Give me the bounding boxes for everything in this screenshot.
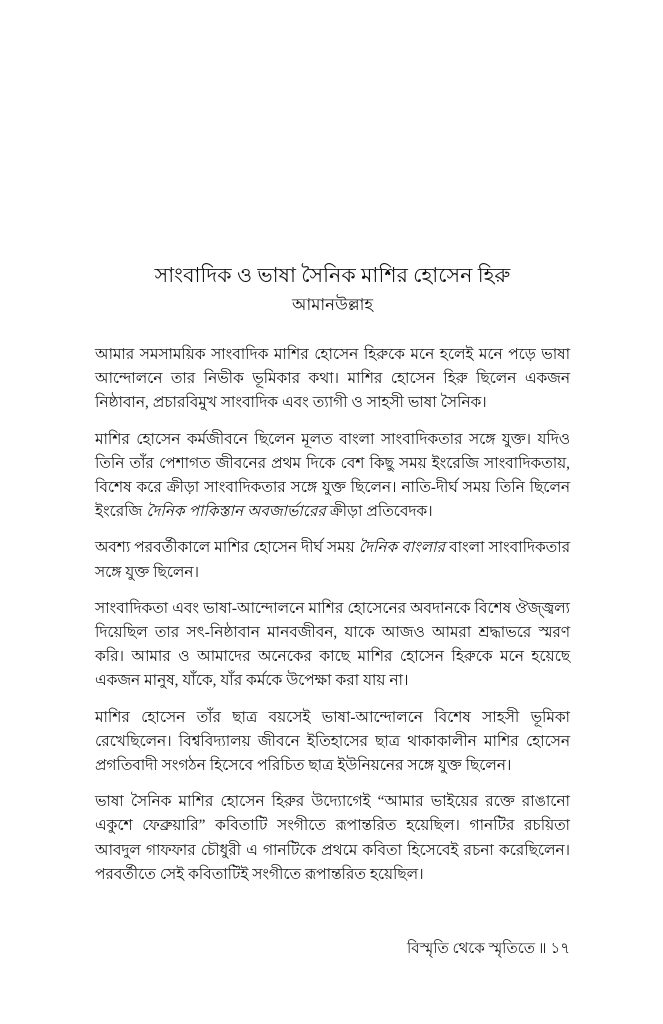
footer-book-title: বিস্মৃতি থেকে স্মৃতিতে — [406, 941, 535, 957]
italic-text-run: দৈনিক বাংলার — [358, 539, 446, 557]
footer-separator: ॥ — [538, 941, 547, 957]
text-run: ভাষা সৈনিক মাশির হোসেন হিরুর উদ্যোগেই “আমার ভাইয়ের রক্তে রাঙানো একুশে ফেব্রুয়ারি” কবিতাটি সংগীতে রূপান্তরিত হয়েছিল। গানটির রচয়িতা আবদুল গাফফার চৌধুরী এ গানটিকে প্রথমে কবিতা হিসেবেই রচনা করেছিলেন। পরবর্তীতে সেই কবিতাটিই সংগীতে রূপান্তরিত হয়েছিল। — [95, 793, 570, 883]
page-footer — [95, 938, 570, 960]
paragraph — [95, 706, 570, 779]
page-title: সাংবাদিক ও ভাষা সৈনিক মাশির হোসেন হিরু — [154, 265, 511, 287]
article-paragraphs — [95, 343, 570, 887]
text-run: ক্রীড়া প্রতিবেদক। — [325, 503, 433, 521]
paragraph — [95, 597, 570, 694]
text-run: মাশির হোসেন তাঁর ছাত্র বয়সেই ভাষা-আন্দোলনে বিশেষ সাহসী ভূমিকা রেখেছিলেন। বিশ্ববিদ্যালয় জীবনে ইতিহাসের ছাত্র থাকাকালীন মাশির হোসেন প্রগতিবাদী সংগঠন হিসেবে পরিচিত ছাত্র ইউনিয়নের সঙ্গে যুক্ত ছিলেন। — [95, 708, 570, 775]
text-run: মাশির হোসেন কর্মজীবনে ছিলেন মূলত বাংলা সাংবাদিকতার সঙ্গে যুক্ত। যদিও তিনি তাঁর পেশাগত জীবনের প্রথম দিকে বেশ কিছু সময় ইংরেজি সাংবাদিকতায়, বিশেষ করে ক্রীড়া সাংবাদিকতার সঙ্গে যুক্ত ছিলেন। নাতি-দীর্ঘ সময় তিনি ছিলেন ইংরেজি — [95, 430, 570, 521]
article-author: আমানউল্লাহ — [291, 295, 374, 315]
paragraph — [95, 343, 570, 416]
text-run: সাংবাদিকতা এবং ভাষা-আন্দোলনে মাশির হোসেনের অবদানকে বিশেষ ঔজ্জ্বল্য দিয়েছিল তার সৎ-নিষ্ঠাবান মানবজীবন, যাকে আজও আমরা শ্রদ্ধাভরে স্মরণ করি। আমার ও আমাদের অনেকের কাছে মাশির হোসেন হিরুকে মনে হয়েছে একজন মানুষ, যাঁকে, যাঁর কর্মকে উপেক্ষা করা যায় না। — [95, 599, 570, 690]
text-run: অবশ্য পরবর্তীকালে মাশির হোসেন দীর্ঘ সময় — [95, 539, 359, 557]
paragraph — [95, 790, 570, 887]
paragraph — [95, 428, 570, 525]
italic-text-run: দৈনিক পাকিস্তান অবজার্ভারের — [146, 503, 326, 521]
paragraph — [95, 536, 570, 584]
page-number: ১৭ — [550, 941, 570, 957]
article-body-container — [95, 262, 570, 887]
text-run: আমার সমসাময়িক সাংবাদিক মাশির হোসেন হিরুকে মনে হলেই মনে পড়ে ভাষা আন্দোলনে তার নিভীক ভূমিকার কথা। মাশির হোসেন হিরু ছিলেন একজন নিষ্ঠাবান, প্রচারবিমুখ সাংবাদিক এবং ত্যাগী ও সাহসী ভাষা সৈনিক। — [95, 346, 570, 412]
text-run: বাংলা সাংবাদিকতার সঙ্গে যুক্ত ছিলেন। — [95, 539, 571, 581]
